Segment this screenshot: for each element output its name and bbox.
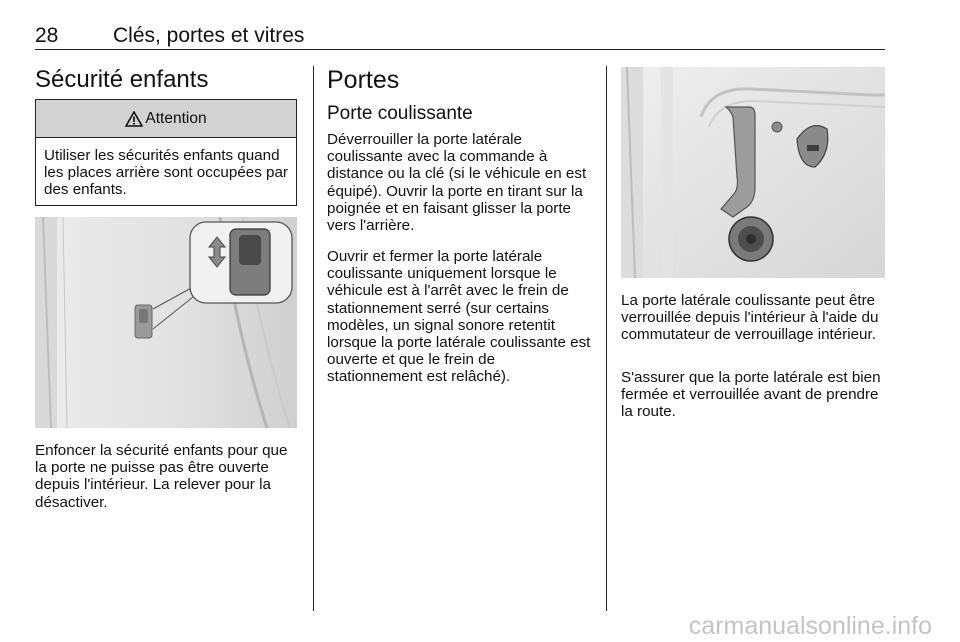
page-number: 28 bbox=[35, 24, 59, 47]
sliding-door-paragraph-2: Ouvrir et fermer la porte latérale coulissante uniquement lorsque le véhicule est à l'arrêt avec le frein de stationnement serré (sur certains modèles, un signal sonore retentit lorsque la porte latérale coulissante est ouverte et que le frein de stationnement est relâché). bbox=[327, 248, 591, 386]
chapter-title: Clés, portes et vitres bbox=[113, 24, 305, 47]
child-lock-caption: Enfoncer la sécurité enfants pour que la porte ne puisse pas être ouverte depuis l'intérieur. La relever pour la désactiver. bbox=[35, 442, 288, 511]
header-rule bbox=[35, 49, 885, 50]
section-title-doors: Portes bbox=[327, 66, 400, 94]
column-divider-right bbox=[606, 66, 607, 611]
warning-title: Attention bbox=[145, 109, 207, 127]
sliding-door-handle-photo bbox=[621, 67, 885, 278]
sliding-door-paragraph-1: Déverrouiller la porte latérale coulissante avec la commande à distance ou la clé (si le véhicule en est équipé). Ouvrir la porte en tirant sur la poignée et en faisant glisser la porte vers l'arrière. bbox=[327, 131, 587, 235]
warning-triangle-icon bbox=[125, 111, 143, 127]
subsection-title-sliding-door: Porte coulissante bbox=[327, 103, 473, 124]
warning-box bbox=[35, 99, 297, 206]
column-divider-left bbox=[313, 66, 314, 611]
warning-text: Utiliser les sécurités enfants quand les places arrière sont occupées par des enfants. bbox=[44, 147, 288, 199]
section-title-child-safety: Sécurité enfants bbox=[35, 66, 209, 93]
lock-switch-paragraph: La porte latérale coulissante peut être verrouillée depuis l'intérieur à l'aide du commutateur de verrouillage intérieur. bbox=[621, 292, 879, 344]
warning-header bbox=[36, 100, 296, 138]
check-locked-paragraph: S'assurer que la porte latérale est bien fermée et verrouillée avant de prendre la route. bbox=[621, 369, 881, 421]
watermark-text: carmanualsonline.info bbox=[688, 612, 932, 640]
child-lock-photo bbox=[35, 217, 297, 428]
